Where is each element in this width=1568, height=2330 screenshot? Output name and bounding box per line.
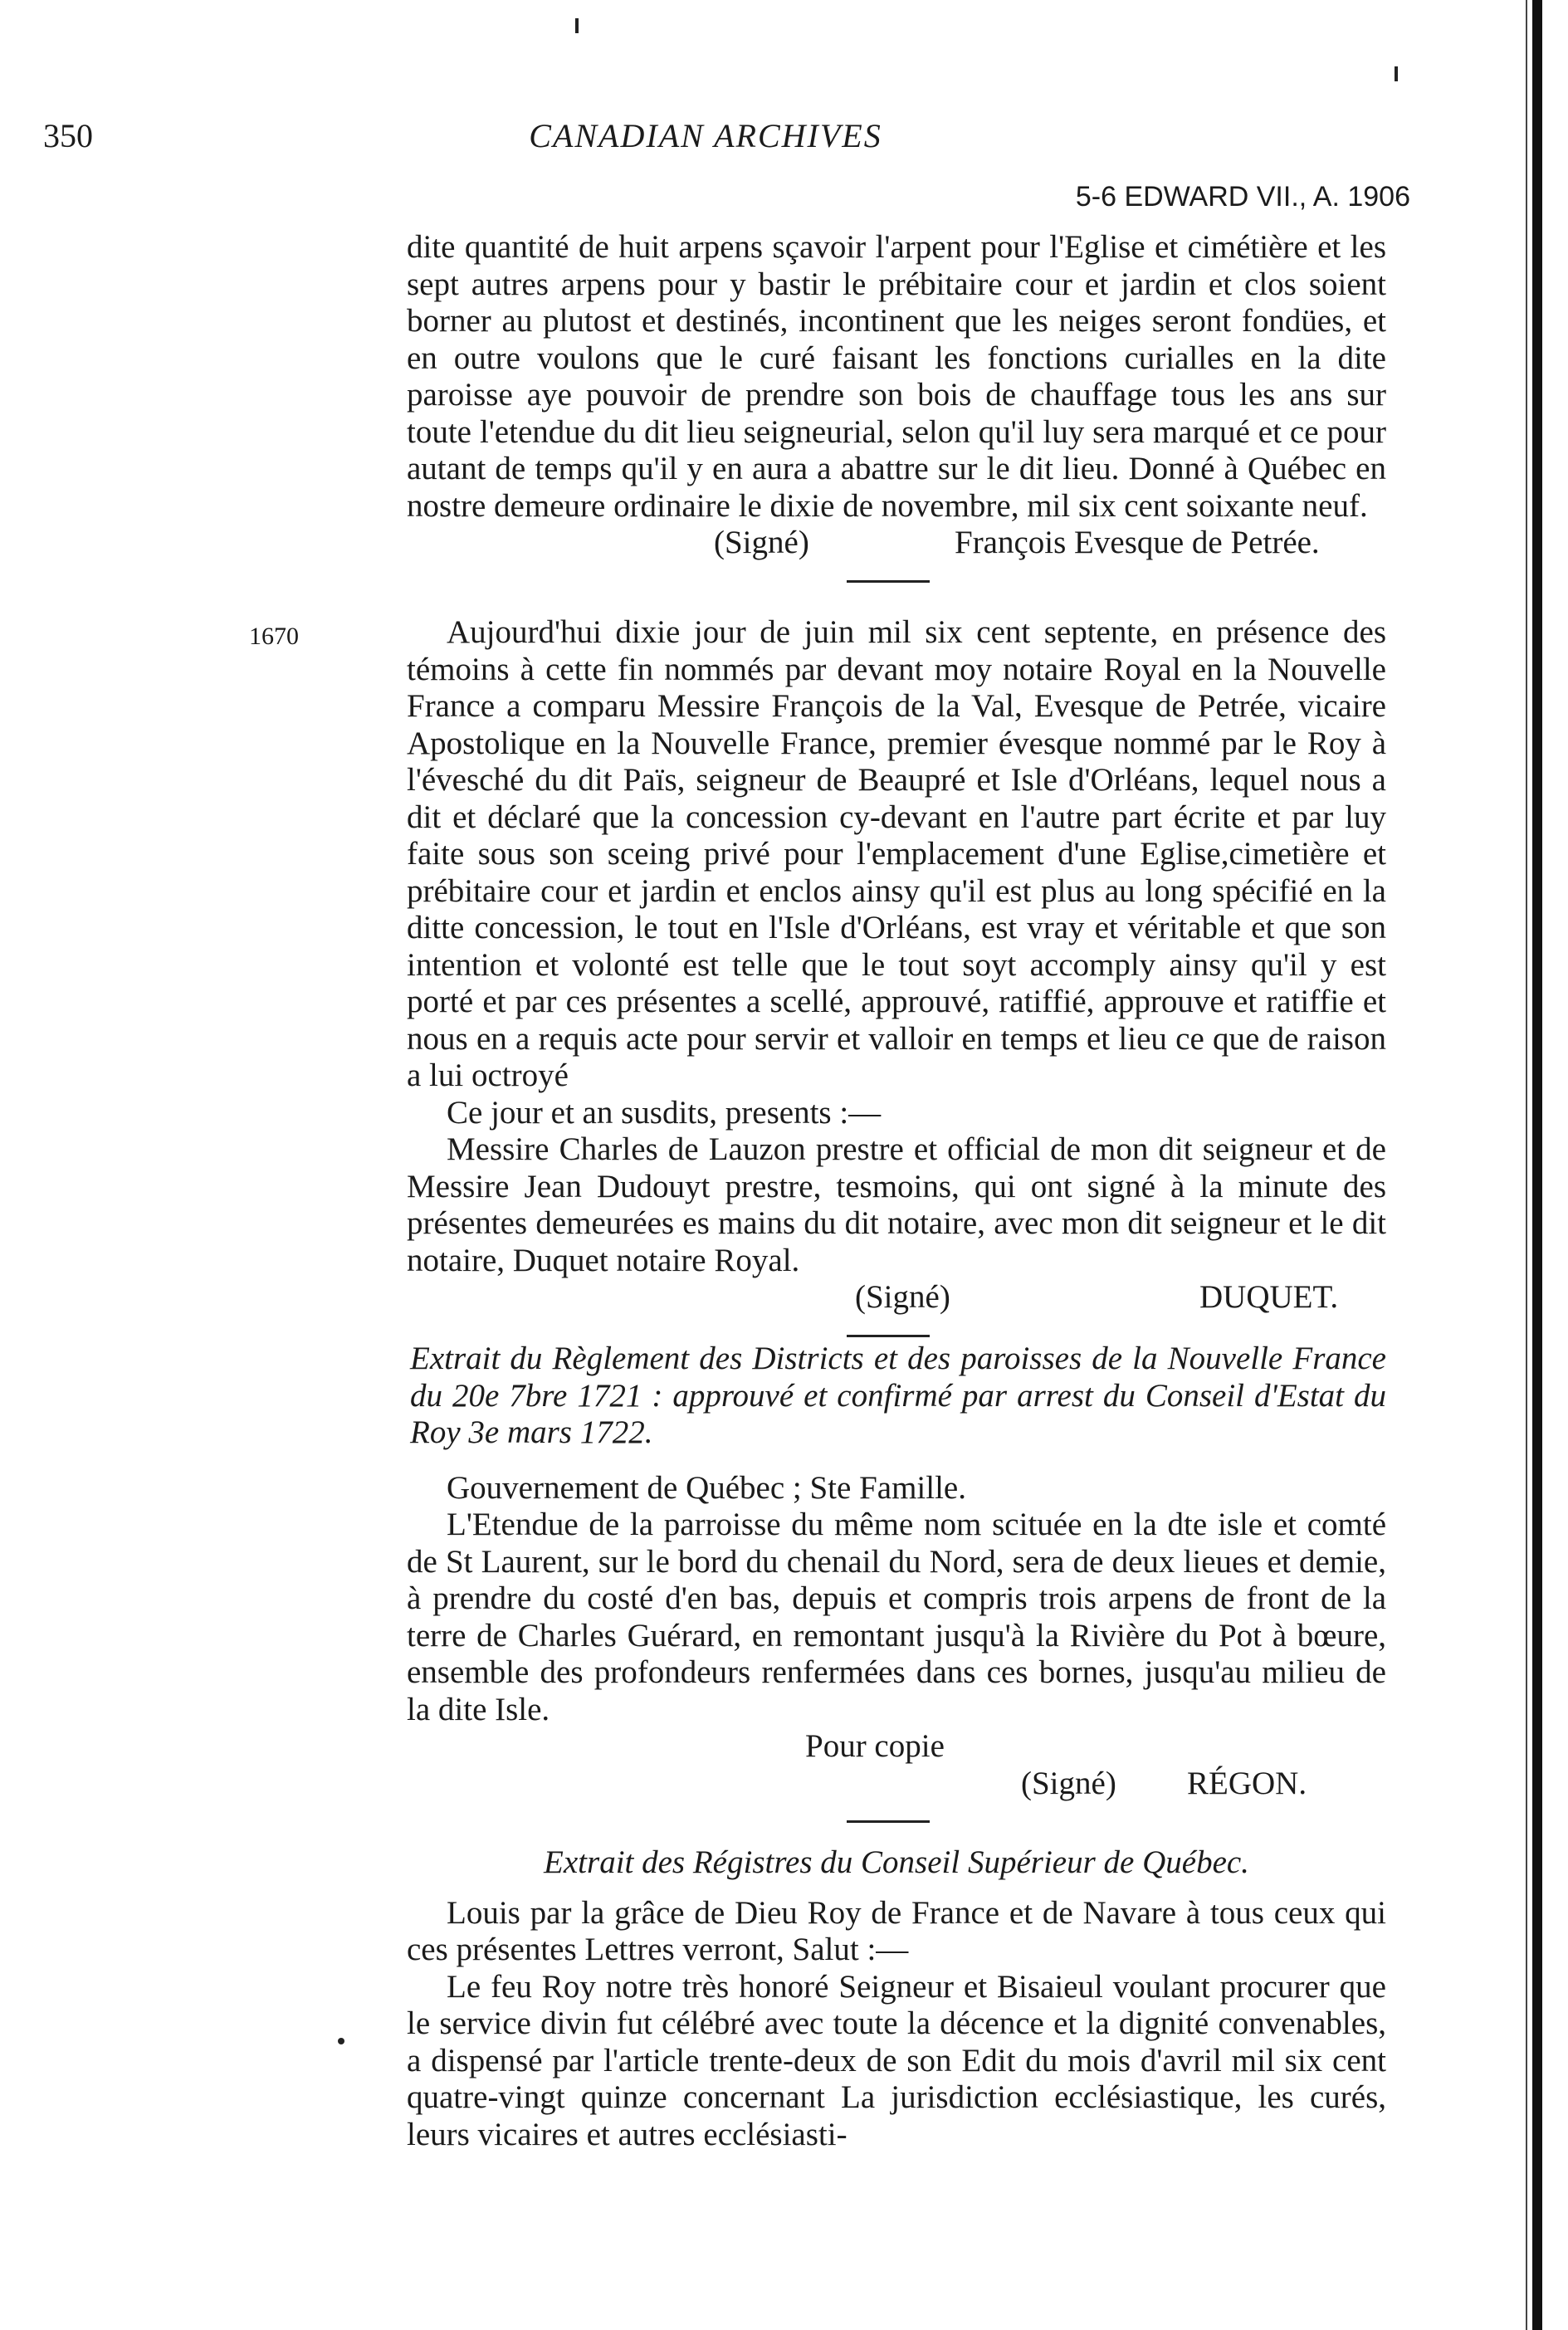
paragraph: Messire Charles de Lauzon prestre et official de mon dit seigneur et de Messire Jean Dudouyt prestre, tesmoins, qui ont signé à la minute des présentes demeurées es mains du dit notaire, avec mon dit seigneur et le dit notaire, Duquet notaire Royal. [407, 1131, 1386, 1278]
paragraph: Ce jour et an susdits, presents :— [447, 1094, 882, 1131]
scan-edge-bar [1532, 0, 1542, 2330]
signed-label: (Signé) [1021, 1765, 1116, 1801]
section-divider [847, 580, 930, 583]
paragraph: Aujourd'hui dixie jour de juin mil six cent septente, en présence des témoins à cette fin nommés par devant moy notaire Royal en la Nouvelle France a comparu Messire François de la Val, Evesque de Petrée, vicaire Apostolique en la Nouvelle France, premier évesque nommé par le Roy à l'évesché du dit Païs, seigneur de Beaupré et Isle d'Orléans, lequel nous a dit et déclaré que la concession cy-devant en l'autre part écrite et par luy faite sous son sceing privé pour l'emplacement d'une Eglise,cimetière et prébitaire cour et jardin et enclos ainsy qu'il est plus au long spécifié en la ditte concession, le tout en l'Isle d'Orléans, est vray et véritable et que son intention et volonté est telle que le tout soyt accomply ainsy qu'il y est porté et par ces présentes a scellé, approuvé, ratiffié, approuve et ratiffie et nous en a requis acte pour servir et valloir en temps et lieu ce que de raison a lui octroyé [407, 614, 1386, 1093]
signature-line [407, 525, 1386, 562]
signed-label: (Signé) [855, 1279, 950, 1315]
paragraph: Gouvernement de Québec ; Ste Famille. [447, 1469, 966, 1506]
section-registres [407, 1844, 1386, 2153]
scan-speck [575, 18, 579, 33]
signer-name: DUQUET. [1199, 1279, 1339, 1315]
scan-edge-line [1526, 0, 1527, 2330]
edition-line: 5-6 EDWARD VII., A. 1906 [1075, 181, 1410, 212]
paragraph: Louis par la grâce de Dieu Roy de France et de Navare à tous ceux qui ces présentes Lettres verront, Salut :— [407, 1894, 1386, 1967]
signature-line [407, 1279, 1386, 1316]
scan-speck [338, 2038, 344, 2044]
page-number: 350 [43, 117, 93, 154]
pour-copie-line [407, 1728, 1386, 1766]
section-heading: Extrait du Règlement des Districts et des paroisses de la Nouvelle France du 20e 7bre 1721 : approuvé et confirmé par arrest du Conseil d'Estat du Roy 3e mars 1722. [410, 1341, 1386, 1450]
section-divider [847, 1335, 930, 1337]
paragraph: Le feu Roy notre très honoré Seigneur et Bisaieul voulant procurer que le service divin fut célébré avec toute la décence et la dignité convenables, a dispensé par l'article trente-deux de son Edit du mois d'avril mil six cent quatre-vingt quinze concernant La jurisdiction ecclésiastique, les curés, leurs vicaires et autres ecclésiasti- [407, 1968, 1386, 2152]
section-divider [847, 1820, 930, 1823]
signed-label: (Signé) [714, 525, 809, 560]
paragraph: L'Etendue de la parroisse du même nom scituée en la dte isle et comté de St Laurent, sur le bord du chenail du Nord, sera de deux lieues et demie, à prendre du costé d'en bas, depuis et compris trois arpens de front de la terre de Charles Guérard, en remontant jusqu'à la Rivière du Pot à bœure, ensemble des profondeurs renfermées dans ces bornes, jusqu'au milieu de la dite Isle. [407, 1507, 1386, 1727]
section-concession-end [407, 229, 1386, 603]
signature-line [407, 1766, 1386, 1803]
paragraph: dite quantité de huit arpens sçavoir l'arpent pour l'Eglise et cimétière et les sept autres arpens pour y bastir le prébitaire cour et jardin et clos soient borner au plutost et destinés, incontinent que les neiges seront fondües, et en outre voulons que le curé faisant les fonctions curialles en la dite paroisse aye pouvoir de prendre son bois de chauffage tous les ans sur toute l'etendue du dit lieu seigneurial, selon qu'il luy sera marqué et ce pour autant de temps qu'il y en aura a abattre sur le dit lieu. Donné à Québec en nostre demeure ordinaire le dixie de novembre, mil six cent soixante neuf. [407, 229, 1386, 524]
scan-speck [1395, 66, 1398, 81]
pour-copie: Pour copie [805, 1728, 945, 1764]
section-heading: Extrait des Régistres du Conseil Supérieur de Québec. [544, 1844, 1249, 1880]
signer-name: RÉGON. [1187, 1765, 1307, 1801]
signer-name: François Evesque de Petrée. [955, 525, 1320, 560]
margin-year: 1670 [249, 623, 299, 650]
running-title: CANADIAN ARCHIVES [529, 117, 882, 154]
section-notary-act [407, 614, 1386, 1357]
section-reglement [407, 1341, 1386, 1843]
